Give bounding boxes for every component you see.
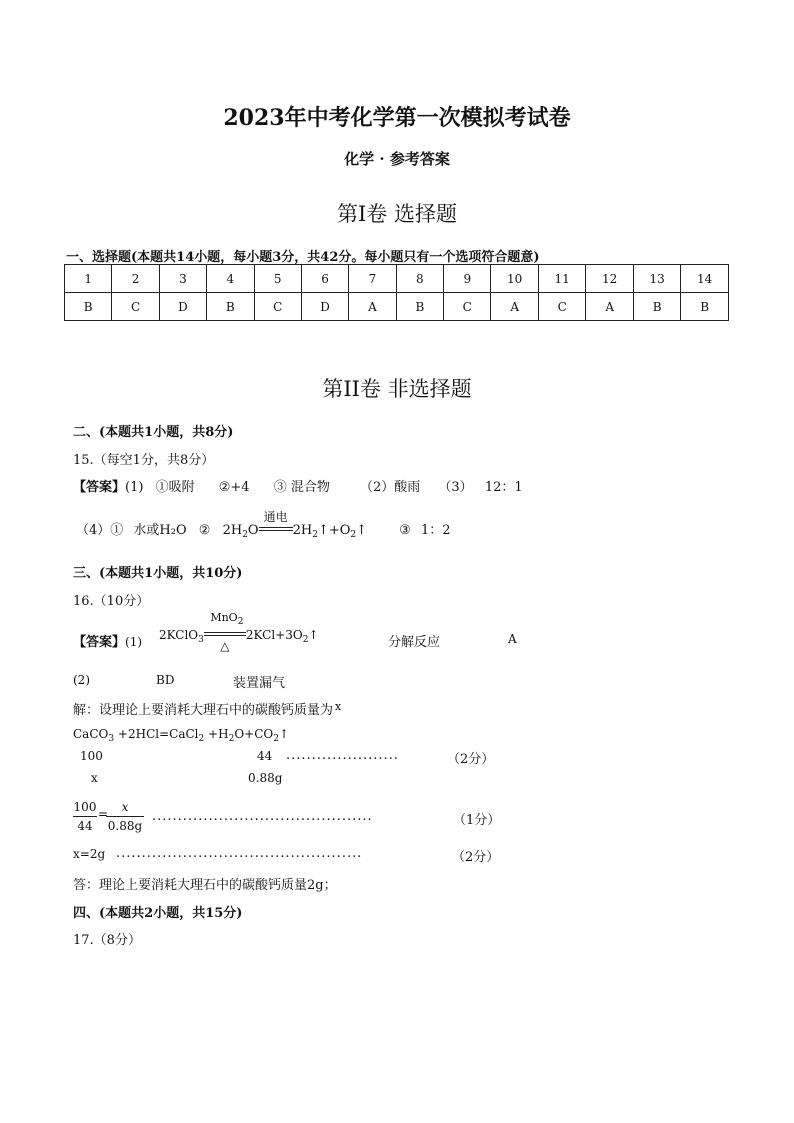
q16-points-3: （2分）: [452, 850, 500, 865]
q16-equation-arrow: [204, 611, 246, 653]
answer-cell: C: [538, 293, 585, 321]
condition-label: 通电: [263, 510, 288, 524]
q16-var-mass: 0.88g: [248, 771, 283, 785]
q15-p4: （4）①: [76, 523, 124, 538]
answer-cell: A: [349, 293, 396, 321]
question-number: 12: [586, 265, 633, 293]
q16-mass-100: 100: [80, 749, 103, 763]
q15-header: 15.（每空1分，共8分）: [73, 453, 215, 468]
question-number: 7: [349, 265, 396, 293]
q16-dots-2: ...........................................: [152, 809, 373, 824]
q16-conclusion: 答：理论上要消耗大理石中的碳酸钙质量2g；: [73, 878, 337, 893]
answer-cell: B: [681, 293, 729, 321]
q15-p3: （3）: [438, 480, 473, 495]
frac2-numerator: x: [121, 800, 129, 814]
page-subtitle: 化学 · 参考答案: [344, 150, 450, 168]
question-number: 5: [254, 265, 301, 293]
q16-answer-line1: [73, 631, 142, 650]
question-number: 3: [159, 265, 206, 293]
q15-ratio2: 1：2: [420, 523, 451, 538]
answer-cell: D: [301, 293, 348, 321]
question-number: 1: [65, 265, 112, 293]
answer-cell: C: [112, 293, 159, 321]
q15-equation-rhs: $2H_2↑+O_2↑$: [292, 523, 368, 540]
q16-dots-1: ......................: [286, 748, 399, 763]
answer-label: 【答案】: [73, 480, 126, 495]
catalyst-label: MnO$_2$: [210, 611, 244, 627]
q16-reaction-type: 分解反应: [388, 635, 441, 650]
q16-header: 16.（10分）: [73, 594, 150, 609]
q15-a3: ③ 混合物: [273, 480, 330, 495]
question-number: 11: [538, 265, 585, 293]
q15-p2: （2）酸雨: [359, 480, 421, 495]
frac2-denominator: 0.88g: [107, 819, 143, 833]
heat-symbol: △: [220, 639, 230, 653]
question-number: 14: [681, 265, 729, 293]
question-number: 13: [633, 265, 680, 293]
frac1-denominator: 44: [77, 819, 93, 833]
section-4-label: 四、(本题共2小题，共15分): [73, 906, 243, 921]
q16-dots-3: ................................................: [116, 846, 363, 861]
answer-table-number-row: [65, 265, 729, 293]
answer-cell: D: [159, 293, 206, 321]
answer-cell: B: [396, 293, 443, 321]
part-label: (1): [125, 480, 144, 495]
frac2-bar: [106, 816, 144, 817]
part-label: (1): [125, 635, 143, 649]
q16-leak: 装置漏气: [233, 676, 286, 691]
q16-equation: 2KClO$_3$ MnO$_2$ △ $2KCl+3O_2↑$: [159, 611, 319, 653]
part1-heading: 第Ⅰ卷 选择题: [337, 202, 457, 226]
q16-choice: A: [508, 632, 517, 646]
q15-answer-line2: [76, 510, 451, 540]
answer-cell: C: [444, 293, 491, 321]
q15-a1: ①吸附: [155, 480, 195, 495]
q16-var-x: x: [91, 771, 98, 785]
q15-equation-lhs: $2H_2O$: [222, 523, 259, 540]
answer-table-answer-row: [65, 293, 729, 321]
page-title: 2023年中考化学第一次模拟考试卷: [223, 105, 571, 131]
q15-equation-arrow: [259, 510, 293, 534]
q15-water: 水或H₂O: [133, 523, 187, 538]
question-number: 9: [444, 265, 491, 293]
frac1-numerator: 100: [73, 800, 97, 814]
question-number: 4: [207, 265, 254, 293]
answer-cell: C: [254, 293, 301, 321]
answer-cell: B: [633, 293, 680, 321]
answer-table: [64, 264, 729, 321]
section-1-label: 一、选择题(本题共14小题，每小题3分，共42分。每小题只有一个选项符合题意): [66, 250, 540, 265]
q16-p2: (2): [73, 673, 90, 687]
q16-solve-line: 解：设理论上要消耗大理石中的碳酸钙质量为 $^x$: [73, 700, 342, 718]
q16-points-1: （2分）: [447, 752, 495, 767]
q15-a2: ②+4: [218, 480, 250, 495]
circled-2: ②: [198, 523, 211, 538]
circled-3: ③: [399, 523, 411, 538]
answer-cell: B: [207, 293, 254, 321]
section-2-label: 二、(本题共1小题，共8分): [73, 425, 234, 440]
part2-heading: 第II卷 非选择题: [322, 377, 472, 401]
question-number: 10: [491, 265, 538, 293]
q16-equation2: CaCO$_3$ +2HCl=CaCl$_2$ $+H_2O+CO_2↑$: [73, 727, 290, 744]
question-number: 8: [396, 265, 443, 293]
section-3-label: 三、(本题共1小题，共10分): [73, 566, 243, 581]
q17-header: 17.（8分）: [73, 933, 141, 948]
question-number: 6: [301, 265, 348, 293]
answer-cell: B: [65, 293, 112, 321]
question-number: 2: [112, 265, 159, 293]
q16-result: x=2g: [73, 847, 106, 861]
equals-sign: =: [98, 807, 109, 821]
answer-cell: A: [586, 293, 633, 321]
q15-ratio1: 12：1: [484, 480, 523, 495]
q16-choice2: BD: [156, 673, 175, 687]
q16-points-2: （1分）: [453, 813, 501, 828]
answer-cell: A: [491, 293, 538, 321]
frac1-bar: [73, 816, 97, 817]
q15-answer-line1: [73, 476, 523, 495]
answer-label: 【答案】: [73, 635, 126, 650]
q16-mass-44: 44: [257, 749, 273, 763]
